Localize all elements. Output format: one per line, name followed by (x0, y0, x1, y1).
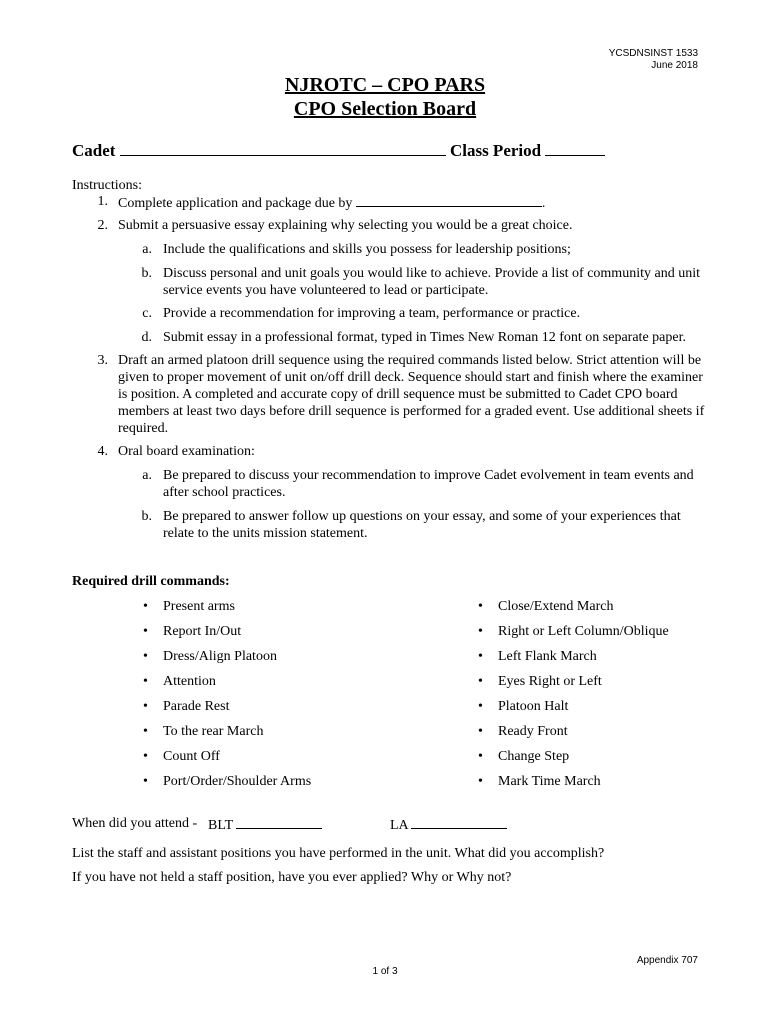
instruction-4b: b. Be prepared to answer follow up questions on your essay, and some of your experiences that relate to the units mission statement. (141, 509, 681, 541)
header-reference (609, 48, 698, 72)
instruction-3: 3. Draft an armed platoon drill sequence using the required commands listed below. Strict attention will be given to proper movement of unit on/off drill deck. Sequence should start and finish where the examiner is position. A completed and accurate copy of drill sequence must be submitted to Cadet CPO board members at least two days before drill sequence is performed for a graded event. Use additional sheets if required. (97, 353, 705, 436)
class-period-label: Class Period (449, 141, 542, 160)
blt-label: BLT (208, 818, 233, 833)
page-subtitle: CPO Selection Board (293, 98, 477, 120)
page-number: 1 of 3 (372, 966, 398, 977)
cadet-name-field[interactable] (120, 142, 446, 156)
drill-list-left: • Present arms • Report In/Out • Dress/Align Platoon • Attention • Parade Rest • To the rear March • Count Off • Port/Order/Shoulder Arms (143, 599, 312, 789)
drill-heading: Required drill commands: (72, 574, 230, 589)
instructions-label: Instructions: (72, 178, 142, 193)
instruction-2d: d. Submit essay in a professional format, typed in Times New Roman 12 font on separate paper. (141, 330, 686, 345)
question-staff-applied: If you have not held a staff position, have you ever applied? Why or Why not? (72, 870, 512, 885)
instruction-2-text: Submit a persuasive essay explaining why selecting you would be a great choice. (118, 218, 573, 233)
cadet-label: Cadet (72, 141, 116, 160)
instruction-4a: a. Be prepared to discuss your recommendation to improve Cadet evolvement in team events and after school practices. (142, 468, 694, 500)
instruction-1: 1. Complete application and package due by . (97, 194, 546, 211)
instruction-4: 4. Oral board examination: (97, 444, 255, 459)
appendix-label: Appendix 707 (636, 955, 698, 966)
attend-line (72, 815, 712, 832)
instruction-2c: c. Provide a recommendation for improving a team, performance or practice. (142, 306, 581, 321)
document-date: June 2018 (651, 60, 698, 71)
document-id: YCSDNSINST 1533 (608, 48, 698, 59)
due-date-field[interactable] (356, 193, 542, 207)
la-label: LA (390, 818, 408, 833)
instruction-2a: a. Include the qualifications and skills you possess for leadership positions; (142, 242, 571, 257)
blt-field[interactable] (236, 815, 322, 829)
instruction-2: 2. Submit a persuasive essay explaining why selecting you would be a great choice. (72, 217, 712, 234)
page-title: NJROTC – CPO PARS (284, 74, 486, 96)
question-staff-positions: List the staff and assistant positions you have performed in the unit. What did you accomplish? (72, 846, 605, 861)
cadet-line (72, 141, 605, 161)
attend-label: When did you attend - (72, 816, 198, 831)
drill-list-right: • Close/Extend March • Right or Left Column/Oblique • Left Flank March • Eyes Right or Left • Platoon Halt • Ready Front • Change Step • Mark Time March (478, 599, 669, 789)
instruction-1-text: Complete application and package due by (118, 196, 353, 211)
class-period-field[interactable] (545, 142, 605, 156)
instruction-2b: b. Discuss personal and unit goals you would like to achieve. Provide a list of community and unit service events you have volunteered to lead or participate. (141, 266, 700, 298)
la-field[interactable] (411, 815, 507, 829)
